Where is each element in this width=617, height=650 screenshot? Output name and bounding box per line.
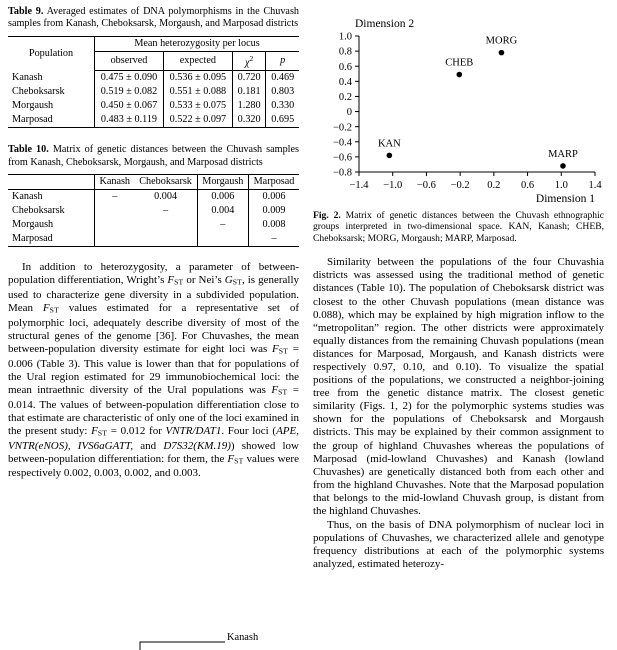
table10-body xyxy=(8,190,299,247)
table9-header-expected: expected xyxy=(163,51,232,70)
y-tick-label: 0.8 xyxy=(338,46,352,58)
table9-caption-text: Averaged estimates of DNA polymorphisms in the Chuvash samples from Kanash, Cheboksarsk, Morgaush, and Marposad districts xyxy=(8,6,300,30)
table9-header-group: Mean heterozygosity per locus xyxy=(95,36,300,51)
table9-cell-p: 0.469 xyxy=(266,71,299,86)
data-point-marp xyxy=(560,163,566,169)
table10-caption-text: Matrix of genetic distances between the Chuvash samples from Kanash, Cheboksarsk, Morgaush, and Marposad districts xyxy=(8,144,300,168)
y-tick-label: −0.6 xyxy=(332,152,352,164)
table10-header-marposad: Marposad xyxy=(249,175,299,190)
x-tick-label: 0.6 xyxy=(521,180,535,191)
table9-cell-chi2: 0.720 xyxy=(232,71,266,86)
fst-symbol-3: F xyxy=(272,342,279,355)
table9-cell-chi2: 0.320 xyxy=(232,113,266,128)
dendrogram-fragment xyxy=(8,618,299,650)
fst-subscript-3: ST xyxy=(278,346,289,356)
table10-cell-value xyxy=(95,218,135,232)
fst-symbol-6: F xyxy=(227,452,235,465)
table10-cell-value: 0.009 xyxy=(249,204,299,218)
table9-header-row-1 xyxy=(8,36,299,51)
data-point-cheb xyxy=(457,72,463,78)
table10-header-row xyxy=(8,175,299,190)
fst-symbol-4: F xyxy=(271,383,279,396)
table9-cell-expected: 0.522 ± 0.097 xyxy=(163,113,232,128)
fst-symbol-2: F xyxy=(42,301,50,314)
left-column xyxy=(8,6,299,650)
table10-header-morgaush: Morgaush xyxy=(197,175,248,190)
table-row xyxy=(8,113,299,128)
table-row xyxy=(8,99,299,113)
chi-exponent: 2 xyxy=(249,53,254,63)
scatter-plot xyxy=(313,8,604,206)
right-paragraph-1: Similarity between the populations of the four Chuvashia districts was assessed using the traditional method of genetic distances (Table 10). The population of Cheboksarsk district was closest to the other Chuvash populations (mean distance was 0.088), which may be explained by high migration inflow to the “metropolitan” region. The other districts were approximately equally distances from the remaining Chuvash populations (mean distances for Marposad, Morgaush, and Kanash districts were respectively 0.97, 0.10, and 0.10). To visualize the spatial positions of the populations, we constructed a neighbor-joining tree from the genetic distance matrix. The closest genetic similarity (Figs. 1, 2) for the polymorphic systems studies was shown for the populations of Cheboksarsk and Morgaush districts. This may be explained by their common assignment to the group of highland Chuvashes whereas the populations of Marposad (mid-lowland Chuvashes) and Kanash (lowland Chuvashes) are genetically distanced both from each other and from the highland Chuvashes. Note that the Marposad population that belongs to the mid-lowland Chuvash group, is distant from the highland Chuvashes. xyxy=(313,256,604,517)
table10-cell-label: Cheboksarsk xyxy=(12,205,65,217)
table10-cell-value xyxy=(135,218,198,232)
data-point-label-marp: MARP xyxy=(548,148,578,160)
table9-cell-population: Marposad xyxy=(8,113,95,128)
table-row xyxy=(8,204,299,218)
table9-cell-observed: 0.450 ± 0.067 xyxy=(95,99,164,113)
table10-cell-label: Marposad xyxy=(8,232,95,247)
table9-caption-lead: Table 9. xyxy=(8,6,44,17)
table10-cell-value: 0.006 xyxy=(197,190,248,205)
fst-subscript-4: ST xyxy=(278,387,288,397)
table10-cell-value xyxy=(135,232,198,247)
lp-b: or Nei’s xyxy=(183,274,225,287)
figure-2-caption-lead: Fig. 2. xyxy=(313,210,341,221)
locus-vntr-dat1: VNTR/DAT1 xyxy=(165,424,222,437)
table9-header-chi-squared xyxy=(232,51,266,70)
table9-cell-expected: 0.533 ± 0.075 xyxy=(163,99,232,113)
y-tick-label: 1.0 xyxy=(338,31,352,43)
left-paragraph-1 xyxy=(8,261,299,481)
figure-2-caption xyxy=(313,210,604,244)
table10-cell-value: – xyxy=(197,218,248,232)
table10-cell-value: 0.004 xyxy=(154,191,178,203)
table9-cell-population: Morgaush xyxy=(12,100,54,112)
table-row xyxy=(8,190,299,205)
table9-cell-p: 0.330 xyxy=(266,99,299,113)
table9-cell-population: Cheboksarsk xyxy=(12,86,65,98)
table10-cell-label: Kanash xyxy=(12,191,43,203)
fst-subscript-5: ST xyxy=(97,428,108,438)
table10-header-kanash: Kanash xyxy=(95,175,135,190)
table10-header-cheboksarsk: Cheboksarsk xyxy=(135,175,198,190)
table9-header-population: Population xyxy=(8,36,95,70)
y-axis-label: Dimension 2 xyxy=(355,18,415,30)
locus-list: APE, VNTR(eNOS), IVS6aGATT, xyxy=(8,424,299,452)
data-point-label-kan: KAN xyxy=(377,138,401,150)
table10-cell-value xyxy=(95,204,135,218)
table9-cell-observed: 0.519 ± 0.082 xyxy=(95,85,164,99)
table9-header-observed: observed xyxy=(95,51,164,70)
figure-2 xyxy=(313,8,604,206)
table10-caption-lead: Table 10. xyxy=(8,144,49,156)
table10-cell-value: – xyxy=(249,232,299,247)
x-tick-label: 1.4 xyxy=(588,180,602,191)
dendrogram-branch-kanash xyxy=(140,642,225,650)
lp-c: , is generally used to characterize gene diversity in a subdivided population. Mean xyxy=(8,274,299,314)
lp-i: . Four loci ( xyxy=(221,424,277,437)
figure-2-caption-text: Matrix of genetic distances between the Chuvash ethnographic groups interpreted in two-dimensional space. KAN, Kanash; CHEB, Cheboksarsk; MORG, Morgaush; MARP, Marposad. xyxy=(313,210,604,244)
chi-symbol: χ xyxy=(245,57,250,69)
x-tick-label: 0.2 xyxy=(487,180,501,191)
table9-header-p: p xyxy=(266,51,299,70)
table9-cell-p: 0.803 xyxy=(266,85,299,99)
table9-cell-population: Kanash xyxy=(12,71,43,83)
table-row xyxy=(8,85,299,99)
fst-subscript-6: ST xyxy=(234,456,244,466)
data-point-label-morg: MORG xyxy=(485,35,518,47)
y-tick-label: −0.8 xyxy=(332,167,352,179)
table-row xyxy=(8,218,299,232)
x-axis-label: Dimension 1 xyxy=(535,193,595,205)
table10-cell-label: Morgaush xyxy=(12,219,54,231)
right-paragraph-2: Thus, on the basis of DNA polymorphism of nuclear loci in populations of Chuvashes, we characterized allele and genotype frequency distributions at each of the polymorphic systems analyzed, estimated heterozy- xyxy=(313,519,604,571)
lp-k: ) showed low between-population differentiation: for them, the xyxy=(8,439,299,465)
lp-g2: = 0.014. The values of between-population differentiation close to that estimate are characteristic of only one of the loci examined in the present study: xyxy=(8,383,299,437)
table10-cell-value xyxy=(95,232,135,247)
table-row xyxy=(8,71,299,86)
x-tick-label: −1.0 xyxy=(383,180,403,191)
table9-cell-observed: 0.475 ± 0.090 xyxy=(95,71,164,86)
table10-cell-value xyxy=(197,232,248,247)
locus-d7s32: D7S32(KM.19) xyxy=(163,439,231,452)
fst-subscript-2: ST xyxy=(49,305,59,315)
table9-cell-chi2: 0.181 xyxy=(232,85,266,99)
data-point-kan xyxy=(387,153,393,159)
lp-a: In addition to heterozygosity, a parameter of between-population differentiation, Wright’s xyxy=(8,261,299,287)
fst-symbol-5: F xyxy=(91,424,98,437)
table10-cell-value: – xyxy=(163,205,169,217)
gst-symbol: G xyxy=(224,274,233,287)
table10-corner-cell xyxy=(8,175,95,190)
table9-cell-p: 0.695 xyxy=(266,113,299,128)
table9-cell-chi2: 1.280 xyxy=(232,99,266,113)
lp-d: values estimated for a representative set of polymorphic loci, adequately describe diversity of most of the structural genes of the genome [36]. For Chuvashes, the mean between-population diversity estimate for eight loci was xyxy=(8,301,299,355)
x-tick-label: 1.0 xyxy=(554,180,568,191)
x-tick-label: −0.6 xyxy=(416,180,436,191)
data-point-morg xyxy=(499,50,505,56)
dendrogram-label-kanash: Kanash xyxy=(227,632,259,643)
table9-caption xyxy=(8,6,299,31)
lp-e: = 0.006 (Table 3). This value is lower than that for populations of the Ural region estimated for 29 immunobiochemical loci: the mean intraethnic diversity of the Ural populations was xyxy=(8,342,299,396)
y-tick-label: −0.2 xyxy=(332,122,352,134)
fst-subscript: ST xyxy=(174,277,184,287)
table10-head xyxy=(8,175,299,190)
x-tick-label: −1.4 xyxy=(349,180,369,191)
table9 xyxy=(8,36,299,128)
lp-l: values were respectively 0.002, 0.003, 0.002, and 0.003. xyxy=(8,452,299,480)
table9-cell-expected: 0.536 ± 0.095 xyxy=(163,71,232,86)
table10-caption xyxy=(8,144,299,169)
fst-symbol: F xyxy=(167,274,175,287)
y-tick-label: 0.2 xyxy=(338,92,352,104)
table10 xyxy=(8,174,299,247)
lp-j: and xyxy=(133,439,164,452)
table9-cell-observed: 0.483 ± 0.119 xyxy=(95,113,164,128)
right-column xyxy=(313,6,604,650)
lp-h: = 0.012 for xyxy=(107,424,166,437)
table10-cell-value: 0.008 xyxy=(249,218,299,232)
table-row xyxy=(8,232,299,247)
table10-cell-value: – xyxy=(95,190,135,205)
y-tick-label: −0.4 xyxy=(332,137,352,149)
x-tick-label: −0.2 xyxy=(450,180,470,191)
y-tick-label: 0.4 xyxy=(338,76,352,88)
table10-cell-value: 0.006 xyxy=(249,190,299,205)
table10-cell-value: 0.004 xyxy=(197,204,248,218)
gst-subscript: ST xyxy=(232,277,242,287)
y-tick-label: 0 xyxy=(346,107,352,119)
y-tick-label: 0.6 xyxy=(338,61,352,73)
data-point-label-cheb: CHEB xyxy=(445,57,474,69)
table9-cell-expected: 0.551 ± 0.088 xyxy=(163,85,232,99)
table9-body xyxy=(8,71,299,128)
